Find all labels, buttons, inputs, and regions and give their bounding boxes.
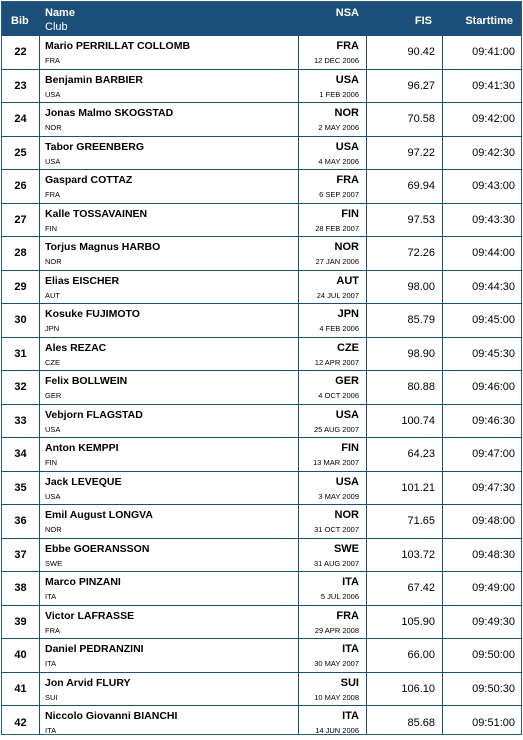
table-row [2, 639, 521, 673]
start-time: 09:47:30 [472, 481, 515, 494]
start-time: 09:47:00 [472, 448, 515, 461]
athlete-birthdate: 4 OCT 2006 [318, 391, 359, 400]
athlete-club: GER [45, 391, 62, 400]
athlete-nsa: USA [335, 73, 359, 86]
athlete-club: NOR [45, 123, 62, 132]
fis-points: 72.26 [407, 247, 435, 260]
column-header-starttime: Starttime [465, 15, 513, 27]
bib-cell: 29 [14, 280, 27, 293]
athlete-club: AUT [45, 290, 60, 300]
athlete-nsa: USA [335, 475, 359, 488]
start-time: 09:44:00 [472, 247, 515, 260]
fis-points: 100.74 [401, 414, 435, 427]
athlete-club: FRA [45, 56, 60, 65]
fis-points: 70.58 [407, 113, 435, 126]
fis-points: 101.21 [401, 481, 435, 494]
athlete-nsa: SWE [333, 542, 359, 555]
athlete-name: Tabor GREENBERG [45, 140, 144, 153]
start-time: 09:45:00 [472, 314, 515, 327]
athlete-name: Benjamin BARBIER [45, 73, 144, 86]
fis-points: 97.22 [407, 146, 435, 159]
start-time: 09:51:00 [472, 716, 515, 729]
athlete-nsa: JPN [337, 308, 359, 320]
fis-points: 85.68 [407, 716, 435, 729]
start-time: 09:43:00 [472, 180, 515, 193]
fis-points: 71.65 [407, 515, 435, 528]
table-body [2, 36, 521, 740]
bib-cell: 32 [14, 381, 27, 394]
bib-cell: 42 [14, 716, 27, 729]
athlete-birthdate: 4 MAY 2006 [318, 156, 359, 166]
bib-cell: 37 [14, 548, 27, 561]
start-time: 09:41:30 [472, 79, 515, 92]
athlete-club: ITA [45, 592, 57, 601]
athlete-birthdate: 4 FEB 2006 [319, 324, 359, 333]
table-row [2, 204, 521, 238]
athlete-club: USA [45, 424, 61, 434]
fis-points: 64.23 [407, 448, 435, 461]
table-row [2, 405, 521, 439]
table-row [2, 36, 521, 70]
athlete-nsa: AUT [336, 274, 359, 287]
start-time: 09:42:00 [472, 113, 515, 126]
athlete-name: Niccolo Giovanni BIANCHI [45, 710, 178, 722]
column-header-bib: Bib [11, 15, 29, 27]
athlete-birthdate: 24 JUL 2007 [316, 290, 359, 300]
athlete-name: Jonas Malmo SKOGSTAD [45, 107, 174, 119]
athlete-birthdate: 29 APR 2008 [314, 625, 359, 635]
start-time: 09:41:00 [472, 46, 515, 59]
bib-cell: 25 [14, 146, 27, 159]
fis-points: 85.79 [407, 314, 435, 327]
athlete-nsa: GER [335, 375, 359, 387]
athlete-name: Vebjorn FLAGSTAD [45, 408, 143, 421]
athlete-club: CZE [45, 357, 60, 367]
athlete-name: Gaspard COTTAZ [45, 174, 133, 186]
athlete-club: NOR [45, 257, 62, 266]
bib-cell: 22 [14, 46, 27, 59]
fis-points: 90.42 [407, 46, 435, 59]
table-row [2, 70, 521, 104]
table-row [2, 338, 521, 372]
column-header-club: Club [45, 21, 68, 33]
athlete-nsa: ITA [342, 643, 359, 655]
start-time: 09:50:30 [472, 682, 515, 695]
athlete-nsa: FRA [336, 609, 359, 622]
athlete-nsa: USA [335, 408, 359, 421]
bib-cell: 40 [14, 649, 27, 662]
athlete-club: FRA [45, 625, 60, 635]
fis-points: 80.88 [407, 381, 435, 394]
athlete-name: Victor LAFRASSE [45, 609, 135, 622]
start-time: 09:44:30 [472, 280, 515, 293]
table-row [2, 371, 521, 405]
table-row [2, 539, 521, 573]
athlete-club: JPN [45, 324, 60, 333]
athlete-club: ITA [45, 659, 57, 668]
athlete-birthdate: 12 DEC 2006 [313, 56, 359, 65]
athlete-name: Kalle TOSSAVAINEN [45, 207, 148, 220]
athlete-nsa: ITA [342, 710, 359, 722]
bib-cell: 24 [14, 113, 27, 126]
table-row [2, 304, 521, 338]
athlete-name: Mario PERRILLAT COLLOMB [45, 40, 191, 52]
athlete-club: SWE [45, 558, 63, 568]
start-time: 09:46:00 [472, 381, 515, 394]
column-header-fis: FIS [414, 15, 432, 27]
start-time: 09:46:30 [472, 414, 515, 427]
table-row [2, 606, 521, 640]
bib-cell: 41 [14, 682, 27, 695]
bib-cell: 34 [14, 448, 27, 461]
athlete-name: Ebbe GOERANSSON [45, 542, 150, 555]
start-time: 09:49:00 [472, 582, 515, 595]
athlete-name: Ales REZAC [45, 341, 107, 354]
fis-points: 66.00 [407, 649, 435, 662]
athlete-birthdate: 30 MAY 2007 [314, 659, 359, 668]
fis-points: 103.72 [401, 548, 435, 561]
start-time: 09:43:30 [472, 213, 515, 226]
table-header [2, 2, 521, 36]
athlete-nsa: CZE [337, 341, 359, 354]
fis-points: 67.42 [407, 582, 435, 595]
table-row [2, 673, 521, 707]
start-time: 09:45:30 [472, 347, 515, 360]
bib-cell: 36 [14, 515, 27, 528]
athlete-club: FIN [45, 458, 58, 467]
athlete-nsa: SUI [340, 676, 359, 689]
start-time: 09:48:30 [472, 548, 515, 561]
athlete-name: Felix BOLLWEIN [45, 375, 128, 387]
fis-points: 97.53 [407, 213, 435, 226]
athlete-birthdate: 2 MAY 2006 [318, 123, 359, 132]
athlete-name: Daniel PEDRANZINI [45, 643, 144, 655]
start-time: 09:49:30 [472, 615, 515, 628]
athlete-name: Kosuke FUJIMOTO [45, 308, 140, 320]
athlete-club: NOR [45, 525, 62, 534]
athlete-birthdate: 14 JUN 2006 [315, 726, 359, 735]
athlete-nsa: NOR [334, 107, 359, 119]
fis-points: 98.90 [407, 347, 435, 360]
athlete-club: ITA [45, 726, 57, 735]
table-row [2, 572, 521, 606]
athlete-nsa: FIN [341, 207, 359, 220]
athlete-nsa: FRA [336, 174, 359, 186]
athlete-birthdate: 27 JAN 2006 [315, 257, 359, 266]
athlete-club: USA [45, 89, 61, 99]
bib-cell: 23 [14, 79, 27, 92]
bib-cell: 30 [14, 314, 27, 327]
athlete-nsa: FIN [341, 442, 359, 454]
athlete-name: Torjus Magnus HARBO [45, 241, 161, 253]
bib-cell: 39 [14, 615, 27, 628]
table-row [2, 271, 521, 305]
athlete-club: SUI [45, 692, 58, 702]
athlete-birthdate: 13 MAR 2007 [313, 458, 359, 467]
athlete-birthdate: 31 OCT 2007 [314, 525, 359, 534]
athlete-name: Elias EISCHER [45, 274, 120, 287]
athlete-birthdate: 10 MAY 2008 [314, 692, 359, 702]
start-list-table [1, 1, 522, 735]
athlete-club: FRA [45, 190, 60, 199]
bib-cell: 33 [14, 414, 27, 427]
table-row [2, 706, 521, 740]
athlete-birthdate: 3 MAY 2009 [318, 491, 359, 501]
table-row [2, 137, 521, 171]
start-time: 09:48:00 [472, 515, 515, 528]
table-row [2, 472, 521, 506]
bib-cell: 28 [14, 247, 27, 260]
column-header-nsa: NSA [335, 7, 359, 19]
bib-cell: 38 [14, 582, 27, 595]
fis-points: 69.94 [407, 180, 435, 193]
athlete-birthdate: 28 FEB 2007 [315, 223, 359, 233]
start-time: 09:42:30 [472, 146, 515, 159]
athlete-birthdate: 12 APR 2007 [314, 357, 359, 367]
athlete-name: Emil August LONGVA [45, 509, 153, 521]
fis-points: 105.90 [401, 615, 435, 628]
athlete-nsa: NOR [334, 509, 359, 521]
table-row [2, 170, 521, 204]
bib-cell: 35 [14, 481, 27, 494]
bib-cell: 31 [14, 347, 27, 360]
start-time: 09:50:00 [472, 649, 515, 662]
athlete-club: FIN [45, 223, 58, 233]
athlete-birthdate: 5 JUL 2006 [320, 592, 359, 601]
table-row [2, 438, 521, 472]
table-row [2, 237, 521, 271]
column-header-name: Name [45, 7, 75, 19]
athlete-nsa: NOR [334, 241, 359, 253]
athlete-nsa: FRA [336, 40, 359, 52]
athlete-name: Marco PINZANI [45, 576, 121, 588]
table-row [2, 103, 521, 137]
fis-points: 106.10 [401, 682, 435, 695]
athlete-birthdate: 25 AUG 2007 [313, 424, 359, 434]
athlete-name: Jon Arvid FLURY [45, 676, 131, 689]
athlete-birthdate: 1 FEB 2006 [319, 89, 359, 99]
athlete-club: USA [45, 491, 61, 501]
bib-cell: 26 [14, 180, 27, 193]
athlete-birthdate: 6 SEP 2007 [319, 190, 359, 199]
athlete-name: Anton KEMPPI [45, 442, 119, 454]
bib-cell: 27 [14, 213, 27, 226]
fis-points: 96.27 [407, 79, 435, 92]
athlete-club: USA [45, 156, 61, 166]
table-row [2, 505, 521, 539]
athlete-birthdate: 31 AUG 2007 [313, 558, 359, 568]
fis-points: 98.00 [407, 280, 435, 293]
athlete-name: Jack LEVEQUE [45, 475, 122, 488]
athlete-nsa: ITA [342, 576, 359, 588]
athlete-nsa: USA [335, 140, 359, 153]
